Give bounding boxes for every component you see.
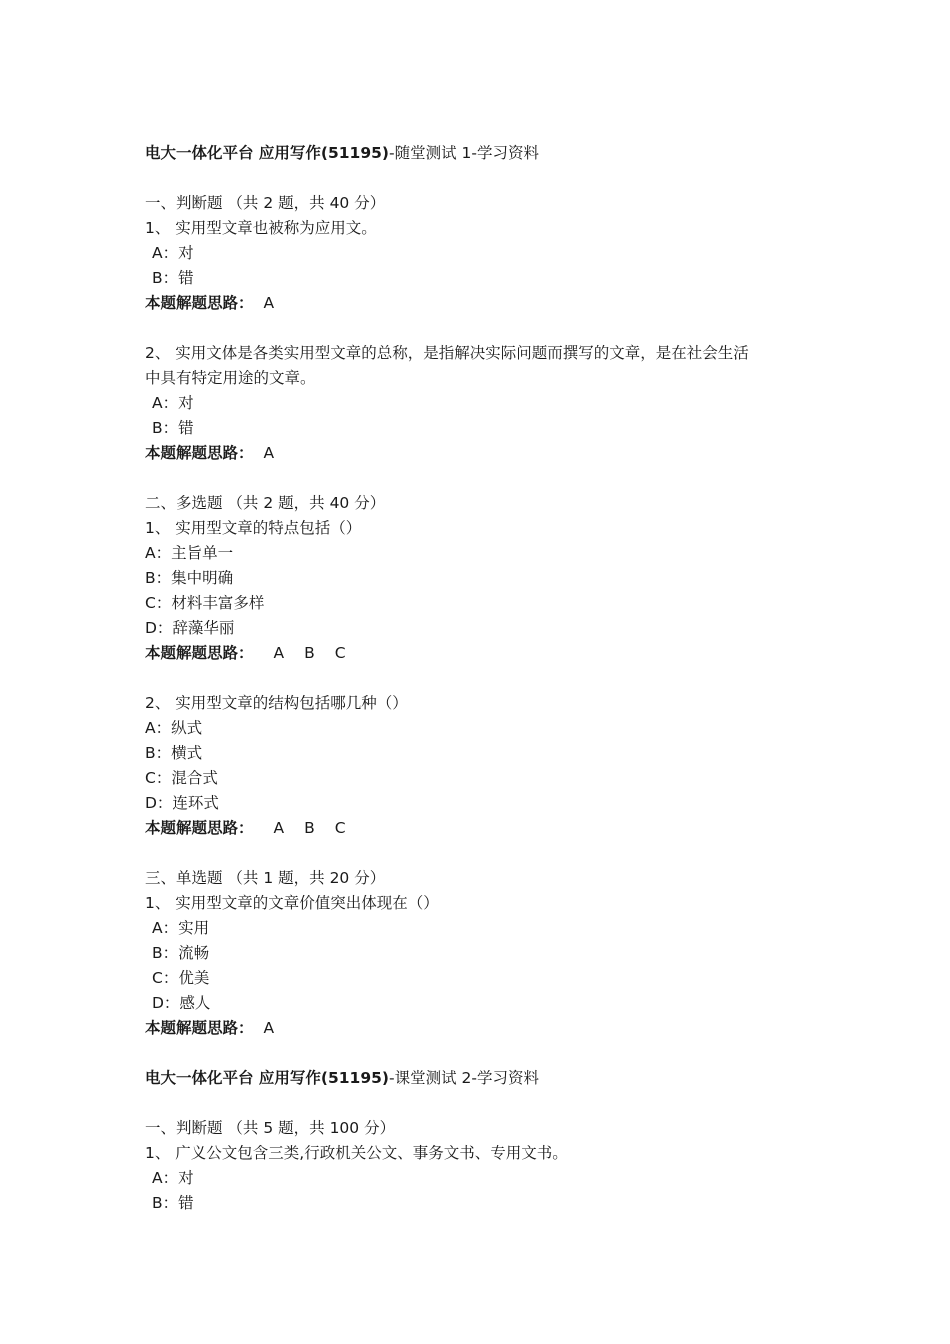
option-d: D：辞藻华丽 — [145, 619, 235, 637]
answer-value: C — [334, 819, 346, 837]
answer-value: A — [263, 444, 275, 462]
spacer — [145, 1041, 805, 1066]
question-text: 2、 实用型文章的结构包括哪几种（） — [145, 694, 408, 712]
option-a: A：纵式 — [145, 719, 203, 737]
option-b: B：集中明确 — [145, 569, 234, 587]
answer-line — [145, 641, 805, 666]
test-1-title — [145, 141, 805, 166]
question-text-line-1: 2、 实用文体是各类实用型文章的总称，是指解决实际问题而撰写的文章，是在社会生活 — [145, 344, 749, 362]
answer-label: 本题解题思路： — [145, 294, 254, 312]
option-d: D：连环式 — [145, 794, 219, 812]
test-1-title-main: 电大一体化平台 应用写作(51195) — [145, 144, 389, 162]
test-2-title-main: 电大一体化平台 应用写作(51195) — [145, 1069, 389, 1087]
answer-line — [145, 291, 805, 316]
answer-line — [145, 441, 805, 466]
option-c: C：材料丰富多样 — [145, 594, 265, 612]
option-b: B：错 — [152, 419, 194, 437]
spacer — [145, 666, 805, 691]
option-b: B：横式 — [145, 744, 203, 762]
answer-value: A — [273, 644, 285, 662]
option-a: A：主旨单一 — [145, 544, 234, 562]
option-b: B：错 — [152, 1194, 194, 1212]
question-text: 1、 实用型文章也被称为应用文。 — [145, 219, 377, 237]
answer-value: A — [273, 819, 285, 837]
answer-value: B — [304, 644, 315, 662]
answer-value: A — [263, 294, 275, 312]
answer-label: 本题解题思路： — [145, 444, 254, 462]
option-b: B：流畅 — [152, 944, 210, 962]
spacer — [145, 1091, 805, 1116]
section-header: 二、多选题 （共 2 题，共 40 分） — [145, 494, 386, 512]
document-body — [145, 141, 805, 1216]
option-d: D：感人 — [152, 994, 211, 1012]
section-header: 一、判断题 （共 5 题，共 100 分） — [145, 1119, 396, 1137]
section-header: 一、判断题 （共 2 题，共 40 分） — [145, 194, 386, 212]
spacer — [145, 841, 805, 866]
answer-label: 本题解题思路： — [145, 819, 254, 837]
spacer — [145, 466, 805, 491]
test-2-title-suffix: -课堂测试 2-学习资料 — [389, 1069, 539, 1087]
test-2-title — [145, 1066, 805, 1091]
question-text: 1、 实用型文章的文章价值突出体现在（） — [145, 894, 439, 912]
answer-value: B — [304, 819, 315, 837]
question-text: 1、 实用型文章的特点包括（） — [145, 519, 362, 537]
spacer — [145, 316, 805, 341]
answer-line — [145, 1016, 805, 1041]
option-a: A：实用 — [152, 919, 210, 937]
spacer — [145, 166, 805, 191]
test-1-title-suffix: -随堂测试 1-学习资料 — [389, 144, 539, 162]
option-a: A：对 — [152, 244, 194, 262]
section-header: 三、单选题 （共 1 题，共 20 分） — [145, 869, 386, 887]
option-a: A：对 — [152, 394, 194, 412]
answer-value: A — [263, 1019, 275, 1037]
option-c: C：优美 — [152, 969, 210, 987]
answer-label: 本题解题思路： — [145, 644, 254, 662]
answer-line — [145, 816, 805, 841]
option-a: A：对 — [152, 1169, 194, 1187]
answer-value: C — [334, 644, 346, 662]
question-text: 1、 广义公文包含三类,行政机关公文、事务文书、专用文书。 — [145, 1144, 568, 1162]
option-c: C：混合式 — [145, 769, 218, 787]
question-text-line-2: 中具有特定用途的文章。 — [145, 369, 316, 387]
answer-label: 本题解题思路： — [145, 1019, 254, 1037]
option-b: B：错 — [152, 269, 194, 287]
